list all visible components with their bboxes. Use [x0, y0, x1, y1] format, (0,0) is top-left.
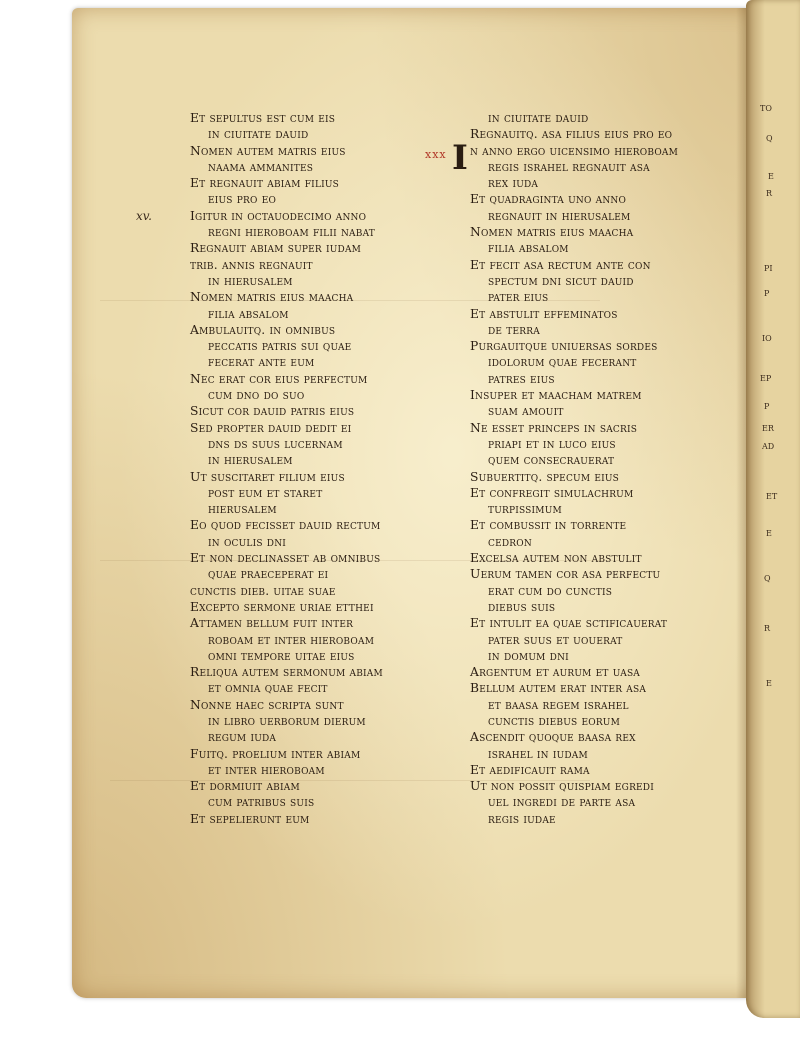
line-text: in oculis dni: [208, 534, 287, 549]
text-line: [190, 534, 383, 550]
text-line: [190, 354, 383, 370]
facing-page-fragment: e: [768, 168, 774, 182]
text-line: [470, 811, 678, 827]
line-text: Bellum autem erat inter asa: [470, 681, 647, 696]
line-text: trib. annis regnauit: [190, 257, 313, 272]
text-line: [470, 648, 678, 664]
line-text: Et confregit simulachrum: [470, 485, 634, 500]
line-text: Fuitq. proelium inter abiam: [190, 746, 361, 761]
line-text: dns ds suus lucernam: [208, 436, 343, 451]
line-text: Et regnauit abiam filius: [190, 176, 340, 191]
line-text: cunctis diebus eorum: [488, 713, 621, 728]
text-line: [190, 387, 383, 403]
line-text: erat cum do cunctis: [488, 583, 613, 598]
text-line: [190, 632, 383, 648]
text-line: [470, 534, 678, 550]
text-line: [470, 452, 678, 468]
text-line: [190, 289, 383, 305]
line-text: Et sepultus est cum eis: [190, 111, 336, 125]
facing-page-fragment: pi: [764, 260, 773, 274]
text-line: [190, 224, 383, 240]
text-line: [190, 191, 383, 207]
line-text: pater suus et uouerat: [488, 632, 623, 647]
text-line: [190, 746, 383, 762]
text-line: [190, 110, 383, 126]
line-text: Uerum tamen cor asa perfectu: [470, 567, 661, 582]
text-line: [190, 420, 383, 436]
line-text: Et quadraginta uno anno: [470, 192, 627, 207]
text-line: [470, 517, 678, 533]
line-text: Regnauitq. asa filius eius pro eo: [470, 127, 673, 142]
line-text: peccatis patris sui quae: [208, 339, 352, 354]
text-line: [190, 713, 383, 729]
line-text: Ut non possit quispiam egredi: [470, 779, 654, 794]
facing-page-fragment: r: [766, 185, 773, 199]
text-line: [470, 403, 678, 419]
text-line: [190, 697, 383, 713]
text-line: [470, 322, 678, 338]
line-text: Et aedificauit rama: [470, 762, 590, 777]
text-line: [190, 648, 383, 664]
line-text: quae praeceperat ei: [208, 567, 329, 582]
text-line: [470, 746, 678, 762]
text-line: [470, 762, 678, 778]
text-line: [470, 126, 678, 142]
line-text: Insuper et maacham matrem: [470, 388, 642, 403]
margin-numeral-left: xv.: [136, 209, 152, 223]
facing-page-fragment: to: [760, 100, 772, 114]
facing-page-fragment: et: [766, 488, 778, 502]
text-line: [190, 159, 383, 175]
text-line: [470, 289, 678, 305]
line-text: cum dno do suo: [208, 388, 305, 403]
line-text: Et non declinasset ab omnibus: [190, 551, 381, 566]
text-line: [470, 778, 678, 794]
text-line: [190, 338, 383, 354]
line-text: pater eius: [488, 290, 549, 305]
line-text: regis israhel regnauit asa: [488, 159, 650, 174]
line-text: et inter hieroboam: [208, 762, 325, 777]
line-text: filia absalom: [208, 306, 289, 321]
text-line: [470, 306, 678, 322]
line-text: regni hieroboam filii nabat: [208, 225, 375, 240]
line-text: Sed propter dauid dedit ei: [190, 420, 352, 435]
text-line: [190, 208, 383, 224]
line-text: regum iuda: [208, 730, 277, 745]
line-text: Et abstulit effeminatos: [470, 306, 618, 321]
text-line: [470, 257, 678, 273]
line-text: Ut suscitaret filium eius: [190, 469, 345, 484]
line-text: Igitur in octauodecimo anno: [190, 208, 367, 223]
text-line: [470, 191, 678, 207]
line-text: in domum dni: [488, 648, 569, 663]
text-line: [470, 697, 678, 713]
line-text: priapi et in luco eius: [488, 436, 616, 451]
text-line: [470, 273, 678, 289]
line-text: in ciuitate dauid: [488, 111, 589, 125]
facing-page-edge: [746, 0, 800, 1018]
line-text: Et fecit asa rectum ante con: [470, 257, 651, 272]
line-text: regnauit in hierusalem: [488, 208, 631, 223]
line-text: Reliqua autem sermonum abiam: [190, 665, 383, 680]
line-text: et baasa regem israhel: [488, 697, 629, 712]
line-text: Ne esset princeps in sacris: [470, 420, 638, 435]
line-text: Et intulit ea quae sctificauerat: [470, 616, 668, 631]
facing-page-fragment: io: [762, 330, 772, 344]
line-text: quem consecrauerat: [488, 453, 615, 468]
text-line: [470, 420, 678, 436]
margin-numeral-right: xxx: [425, 148, 447, 161]
line-text: Ambulauitq. in omnibus: [190, 322, 336, 337]
text-line: [190, 794, 383, 810]
line-text: Nomen matris eius maacha: [470, 225, 634, 240]
line-text: post eum et staret: [208, 485, 323, 500]
text-line: [470, 436, 678, 452]
text-line: [190, 403, 383, 419]
text-line: [470, 680, 678, 696]
line-text: fecerat ante eum: [208, 355, 315, 370]
text-line: [190, 257, 383, 273]
text-line: [190, 485, 383, 501]
text-line: [470, 469, 678, 485]
line-text: et omnia quae fecit: [208, 681, 328, 696]
text-line: [190, 566, 383, 582]
text-line: [470, 794, 678, 810]
text-line: [190, 664, 383, 680]
facing-page-fragment: p: [764, 398, 770, 412]
text-line: [190, 126, 383, 142]
text-line: [190, 680, 383, 696]
line-text: Attamen bellum fuit inter: [190, 616, 354, 631]
facing-page-fragment: p: [764, 285, 770, 299]
text-line: [470, 729, 678, 745]
text-line: [190, 143, 383, 159]
text-line: [190, 306, 383, 322]
line-text: cum patribus suis: [208, 795, 315, 810]
facing-page-fragment: q: [766, 130, 773, 144]
text-column-left: [190, 110, 383, 827]
text-line: [470, 501, 678, 517]
line-text: Ascendit quoque baasa rex: [470, 730, 636, 745]
line-text: Et combussit in torrente: [470, 518, 627, 533]
line-text: in hierusalem: [208, 453, 293, 468]
text-line: [190, 452, 383, 468]
text-line: [190, 550, 383, 566]
line-text: diebus suis: [488, 599, 556, 614]
facing-page-fragment: ep: [760, 370, 772, 384]
text-line: [470, 664, 678, 680]
text-line: [190, 469, 383, 485]
text-line: [190, 322, 383, 338]
text-line: [470, 485, 678, 501]
facing-page-fragment: r: [764, 620, 771, 634]
text-line: [470, 550, 678, 566]
line-text: Et dormiuit abiam: [190, 779, 300, 794]
line-text: in hierusalem: [208, 273, 293, 288]
line-text: patres eius: [488, 371, 555, 386]
line-text: eius pro eo: [208, 192, 277, 207]
text-line: [190, 273, 383, 289]
text-line: [470, 371, 678, 387]
text-line: [190, 436, 383, 452]
text-line: [470, 240, 678, 256]
line-text: Purgauitque uniuersas sordes: [470, 339, 658, 354]
text-line: [470, 175, 678, 191]
line-text: Nomen matris eius maacha: [190, 290, 354, 305]
line-text: suam amouit: [488, 404, 564, 419]
facing-page-fragment: er: [762, 420, 774, 434]
text-line: [470, 354, 678, 370]
text-line: [190, 175, 383, 191]
text-line: [470, 338, 678, 354]
text-line: [470, 583, 678, 599]
line-text: de terra: [488, 322, 540, 337]
line-text: Nec erat cor eius perfectum: [190, 371, 368, 386]
facing-page-fragment: ad: [762, 438, 775, 452]
line-text: Nonne haec scripta sunt: [190, 697, 344, 712]
line-text: Regnauit abiam super iudam: [190, 241, 362, 256]
line-text: Subuertitq. specum eius: [470, 469, 620, 484]
text-line: [470, 599, 678, 615]
text-line: [470, 387, 678, 403]
text-line: [190, 240, 383, 256]
text-line: [470, 632, 678, 648]
text-line: [470, 110, 678, 126]
text-line: [470, 615, 678, 631]
line-text: hierusalem: [208, 502, 277, 517]
line-text: spectum dni sicut dauid: [488, 273, 634, 288]
text-line: [190, 778, 383, 794]
line-text: cunctis dieb. uitae suae: [190, 583, 336, 598]
text-line: [190, 762, 383, 778]
text-line: [190, 517, 383, 533]
line-text: uel ingredi de parte asa: [488, 795, 636, 810]
line-text: Argentum et aurum et uasa: [470, 665, 641, 680]
facing-page-fragment: e: [766, 675, 772, 689]
text-line: [190, 615, 383, 631]
text-line: [470, 566, 678, 582]
line-text: Sicut cor dauid patris eius: [190, 404, 355, 419]
line-text: in ciuitate dauid: [208, 127, 309, 142]
line-text: israhel in iudam: [488, 746, 588, 761]
line-text: Excepto sermone uriae etthei: [190, 599, 374, 614]
line-text: rex iuda: [488, 176, 539, 191]
text-line: [470, 208, 678, 224]
text-line: [470, 159, 678, 175]
line-text: regis iudae: [488, 811, 556, 826]
line-text: idolorum quae fecerant: [488, 355, 637, 370]
text-line: [190, 599, 383, 615]
line-text: Eo quod fecisset dauid rectum: [190, 518, 381, 533]
line-text: omni tempore uitae eius: [208, 648, 355, 663]
line-text: Et sepelierunt eum: [190, 811, 310, 826]
line-text: filia absalom: [488, 241, 569, 256]
line-text: turpissimum: [488, 502, 562, 517]
facing-page-fragment: e: [766, 525, 772, 539]
text-line: [190, 583, 383, 599]
text-line: [190, 371, 383, 387]
line-text: roboam et inter hieroboam: [208, 632, 375, 647]
text-line: [190, 501, 383, 517]
decorated-initial: I: [452, 137, 469, 178]
text-line: [470, 224, 678, 240]
text-line: [190, 811, 383, 827]
line-text: n anno ergo uicensimo hieroboam: [470, 143, 679, 158]
line-text: Nomen autem matris eius: [190, 143, 346, 158]
line-text: in libro uerborum dierum: [208, 713, 366, 728]
text-line: [470, 713, 678, 729]
line-text: naama ammanites: [208, 159, 314, 174]
text-column-right: [452, 110, 679, 827]
line-text: cedron: [488, 534, 532, 549]
facing-page-fragment: q: [764, 570, 771, 584]
text-line: [190, 729, 383, 745]
line-text: Excelsa autem non abstulit: [470, 551, 642, 566]
